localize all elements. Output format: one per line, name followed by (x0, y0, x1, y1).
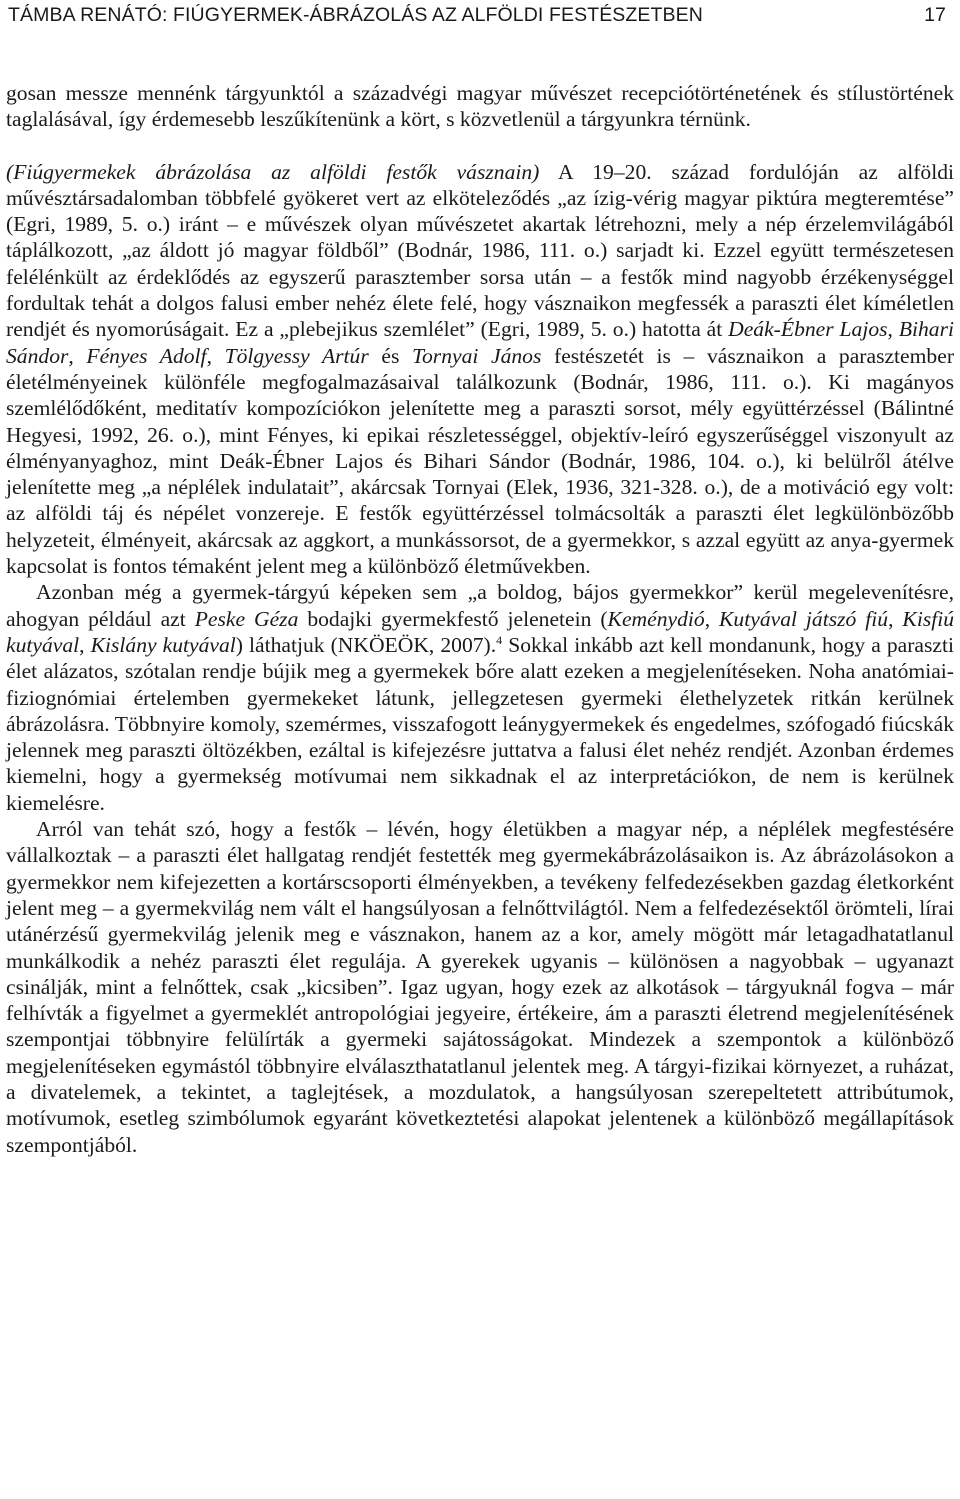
footnote-reference[interactable]: 4 (496, 633, 503, 648)
paragraph-3-text-d: Sokkal inkább azt kell mondanunk, hogy a paraszti élet alázatos, szótalan rendje bújik meg a gyermekek bőre alatt ezeken a megjelenítéseken. Noha anatómiai-fiziognómiai értelemben gyermekeket látunk, jellegzetesen gyermeki élethelyzetek ritkán kerülnek ábrázolásra. Többnyire komoly, szemérmes, visszafogott leánygyermekek és engedelmes, szófogadó fiúcskák jelennek meg paraszti öltözékben, ezáltal is kifejezésre juttatva a falusi élet nehéz rendjét. Azonban érdemes kiemelni, hogy a gyermekség motívumai nem sikkadnak el az interpretációkon, de nem is kerülnek kiemelésre. (6, 632, 955, 815)
artwork-title: Kutyával játszó fiú (719, 606, 889, 631)
paragraph-3-text-b: bodajki gyermekfestő jelenetein ( (298, 606, 608, 631)
painter-name: Peske Géza (194, 606, 299, 631)
running-title: TÁMBA RENÁTÓ: FIÚGYERMEK-ÁBRÁZOLÁS AZ ALFÖLDI FESTÉSZETBEN (8, 4, 703, 26)
painter-name: Bihari Sándor (6, 317, 954, 368)
artwork-title: Kisfiú kutyával (6, 606, 955, 657)
running-header (8, 4, 946, 30)
paragraph-2 (6, 159, 954, 580)
section-heading: (Fiúgyermekek ábrázolása az alföldi festők vásznain) (6, 159, 540, 184)
separator: , (887, 317, 899, 342)
separator: , (79, 632, 91, 657)
painter-name: Fényes Adolf (86, 343, 207, 368)
separator: , (704, 606, 720, 631)
artwork-title: Keménydió (607, 606, 705, 631)
painter-name: Deák-Ébner Lajos (728, 317, 888, 342)
painter-name: Tölgyessy Artúr (224, 343, 369, 368)
artwork-title: Kislány kutyával (90, 632, 236, 657)
painter-name: Tornyai János (411, 343, 542, 368)
paragraph-3 (6, 579, 954, 816)
paragraph-2-text-b: festészetét is – vásznaikon a parasztember életélményeinek különféle megfogalmazásaival találkozunk (Bodnár, 1986, 111. o.). Ki magányos szemlélődőként, meditatív kompozíciókon jelenítette meg a paraszti sorsot, mély együttérzéssel (Bálintné Hegyesi, 1992, 26. o.), mint Fényes, ki epikai részletességgel, objektív-leíró egyszerűséggel viszonyult az élményanyaghoz, mint Deák-Ébner Lajos és Bihari Sándor (Bodnár, 1986, 104. o.), ki belülről átélve jelenítette meg „a néplélek indulatait”, akárcsak Tornyai (Elek, 1936, 321-328. o.), de a motiváció egy volt: az alföldi táj és népélet vonzereje. E festők együttérzéssel tolmácsolták a paraszti élet legkülönbözőbb helyzeteit, élményeit, akárcsak az aggkort, a munkássorsot, de a gyermekkor, s azzal együtt az anya-gyermek kapcsolat is fontos témaként jelent meg a különböző életművekben. (6, 343, 955, 579)
paragraph-3-text-a: Azonban még a gyermek-tárgyú képeken sem „a boldog, bájos gyermekkor” kerül megelevenítésre, ahogyan például azt (6, 580, 954, 631)
paragraph-2-text-a: A 19–20. század fordulóján az alföldi művésztársadalomban többfelé gyökeret vert az elköteleződés „az ízig-vérig magyar piktúra megteremtése” (Egri, 1989, 5. o.) iránt – e művészek olyan művészetet akartak létrehozni, mely a nép érzelemvilágából táplálkozott, „az áldott jó magyar földből” (Bodnár, 1986, 111. o.) sarjadt ki. Ezzel együtt természetesen felélénkült az érdeklődés az egyszerű parasztember sorsa után – a festők mind nagyobb érzékenységgel fordultak tehát a dolgos falusi ember nehéz élete felé, hogy vásznaikon megfessék a paraszti élet kíméletlen rendjét és nyomorúságait. Ez a „plebejikus szemlélet” (Egri, 1989, 5. o.) hatotta át (6, 159, 954, 342)
separator: , (206, 343, 225, 368)
page-number: 17 (924, 4, 946, 26)
paragraph-1: gosan messze mennénk tárgyunktól a századvégi magyar művészet recepciótörténetének és stílustörtének taglalásával, így érdemesebb leszűkítenünk a kört, s közvetlenül a tárgyunkra térnünk. (6, 81, 954, 132)
separator: , (68, 343, 87, 368)
separator: és (368, 343, 412, 368)
paragraph-4: Arról van tehát szó, hogy a festők – lévén, hogy életükben a magyar nép, a néplélek megfestésére vállalkoztak – a paraszti élet hallgatag rendjét festették meg gyermekábrázolásaikon is. Az ábrázolásokon a gyermekkor nem kifejezetten a kortárscsoporti élményekben, a tevékeny felfedezésekben gazdag életkorként jelent meg – a gyermekvilág nem vált el hangsúlyosan a felnőttvilágtól. Nem a felfedezésektől örömteli, lírai utánérzésű gyermekvilág jelenik meg e vásznakon, hanem az a kor, amely mögött már letagadhatatlanul munkálkodik a nehéz paraszti élet regulája. A gyerekek ugyanis – különösen a nagyobbak – ugyanazt csinálják, mint a felnőttek, csak „kicsiben”. Igaz ugyan, hogy ezek az alkotások – tárgyuknál fogva – már felhívták a figyelmet a gyermeklét antropológiai jegyeire, értékeire, ám a paraszti életrend megjelenítésének szempontjai többnyire felülírták a gyermeki sajátosságokat. Mindezek a szempontok a különböző megjelenítéseken egymástól többnyire elválaszthatatlanul jelentek meg. A tárgyi-fizikai környezet, a ruházat, a divatelemek, a tekintet, a taglejtések, a mozdulatok, a hangsúlyosan szerepeltetett attribútumok, motívumok, esetleg szimbólumok egyaránt következtetési alapokat jelentenek a különböző megállapítások szempontjából. (6, 817, 954, 1157)
separator: , (888, 606, 903, 631)
paragraph-3-text-c: ) láthatjuk (NKÖEÖK, 2007). (235, 632, 497, 657)
body-text (6, 80, 954, 1158)
